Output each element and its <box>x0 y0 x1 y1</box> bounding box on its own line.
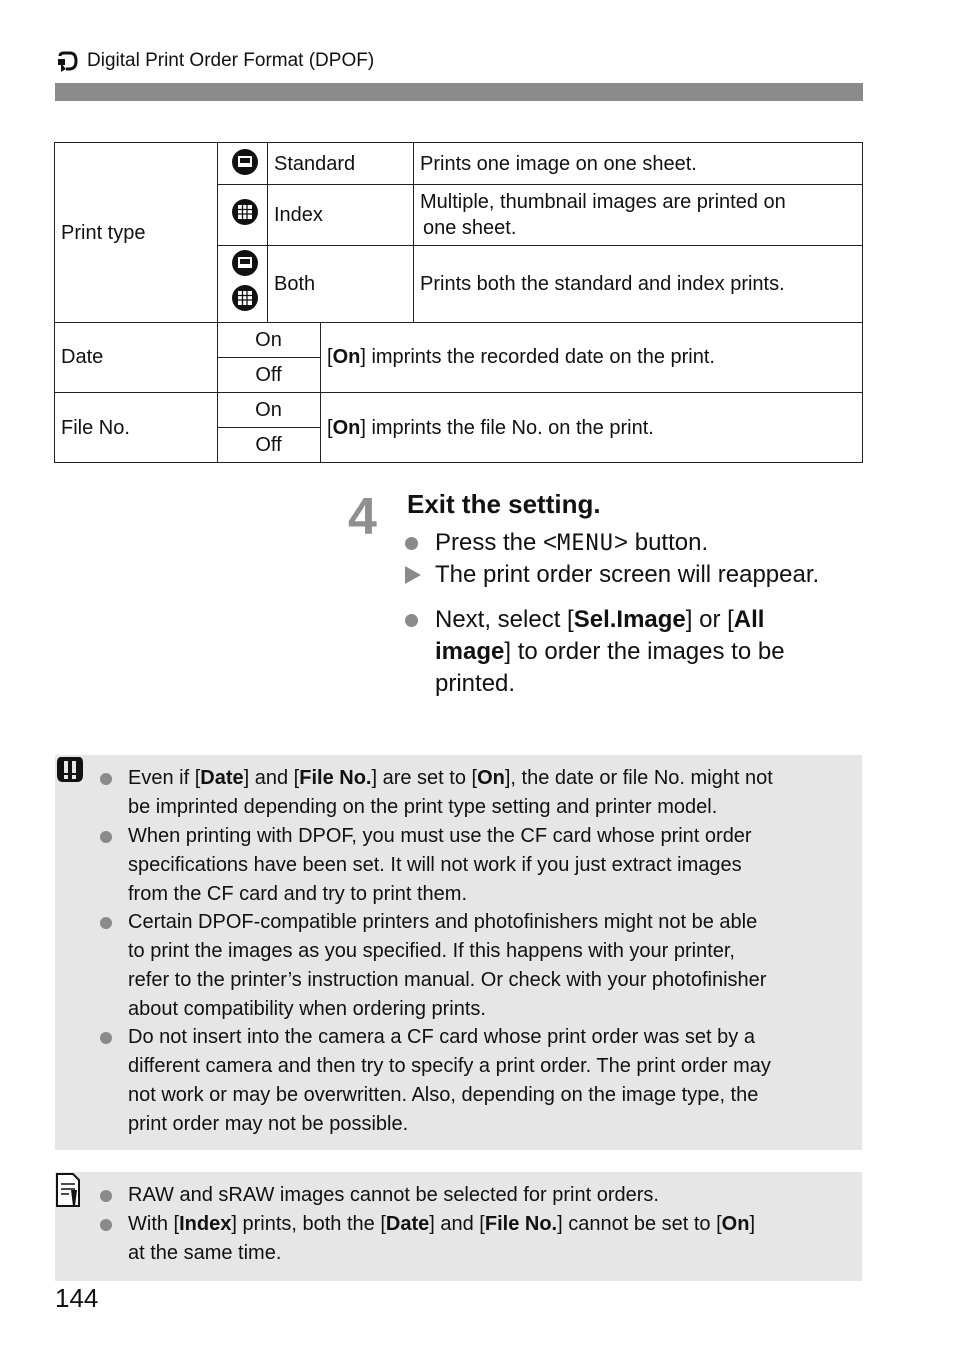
memo-box <box>55 1172 862 1281</box>
settings-table <box>54 142 863 463</box>
date-desc: [On] imprints the recorded date on the print. <box>327 346 715 368</box>
option-both: Both <box>274 272 316 295</box>
caution-item: Do not insert into the camera a CF card whose print order was set by a different camera and then try to specify a print order. The print order may not work or may be overwritten. Also, depending on the image type, the print order may not be possible. <box>100 1023 845 1139</box>
page-header <box>57 50 374 72</box>
result-arrow-icon <box>405 566 421 584</box>
caution-icon <box>55 755 85 785</box>
print-icon <box>57 50 79 72</box>
step-number: 4 <box>348 488 377 546</box>
date-label: Date <box>61 346 104 368</box>
desc-standard: Prints one image on one sheet. <box>420 152 697 175</box>
step-item-menu: Press the <MENU> button. <box>405 527 708 560</box>
header-bar <box>55 83 863 101</box>
both-print-icon <box>231 249 259 313</box>
standard-print-icon <box>231 148 259 176</box>
caution-box <box>55 755 862 1150</box>
memo-item: With [Index] prints, both the [Date] and [File No.] cannot be set to [On] at the same time. <box>100 1210 845 1268</box>
file-no-on: On <box>255 398 282 421</box>
date-off: Off <box>255 363 282 386</box>
header-title: Digital Print Order Format (DPOF) <box>87 50 375 71</box>
memo-item: RAW and sRAW images cannot be selected for print orders. <box>100 1181 845 1210</box>
file-no-desc: [On] imprints the file No. on the print. <box>327 416 654 439</box>
file-no-label: File No. <box>61 416 130 439</box>
date-on: On <box>255 328 282 351</box>
step-item-result: The print order screen will reappear. <box>405 559 819 591</box>
memo-icon <box>55 1172 83 1208</box>
index-print-icon <box>231 198 259 226</box>
caution-item: When printing with DPOF, you must use the CF card whose print order specifications have been set. It will not work if you just extract images from the CF card and try to print them. <box>100 822 845 909</box>
desc-index: Multiple, thumbnail images are printed on one sheet. <box>420 190 786 239</box>
step-item-next: Next, select [Sel.Image] or [All image] to order the images to be printed. <box>405 604 785 700</box>
option-standard: Standard <box>274 152 356 175</box>
file-no-off: Off <box>255 433 282 456</box>
print-type-label: Print type <box>61 221 146 244</box>
option-index: Index <box>274 203 323 226</box>
desc-both: Prints both the standard and index prints. <box>420 272 785 295</box>
step-title: Exit the setting. <box>407 489 601 519</box>
caution-item: Even if [Date] and [File No.] are set to [On], the date or file No. might not be imprinted depending on the print type setting and printer model. <box>100 764 845 822</box>
bullet-dot <box>405 537 418 550</box>
bullet-dot <box>405 614 418 627</box>
caution-item: Certain DPOF-compatible printers and photofinishers might not be able to print the images as you specified. If this happens with your printer, refer to the printer’s instruction manual. Or check with your photofinisher about compatibility when ordering prints. <box>100 908 845 1024</box>
page-number: 144 <box>55 1283 99 1313</box>
